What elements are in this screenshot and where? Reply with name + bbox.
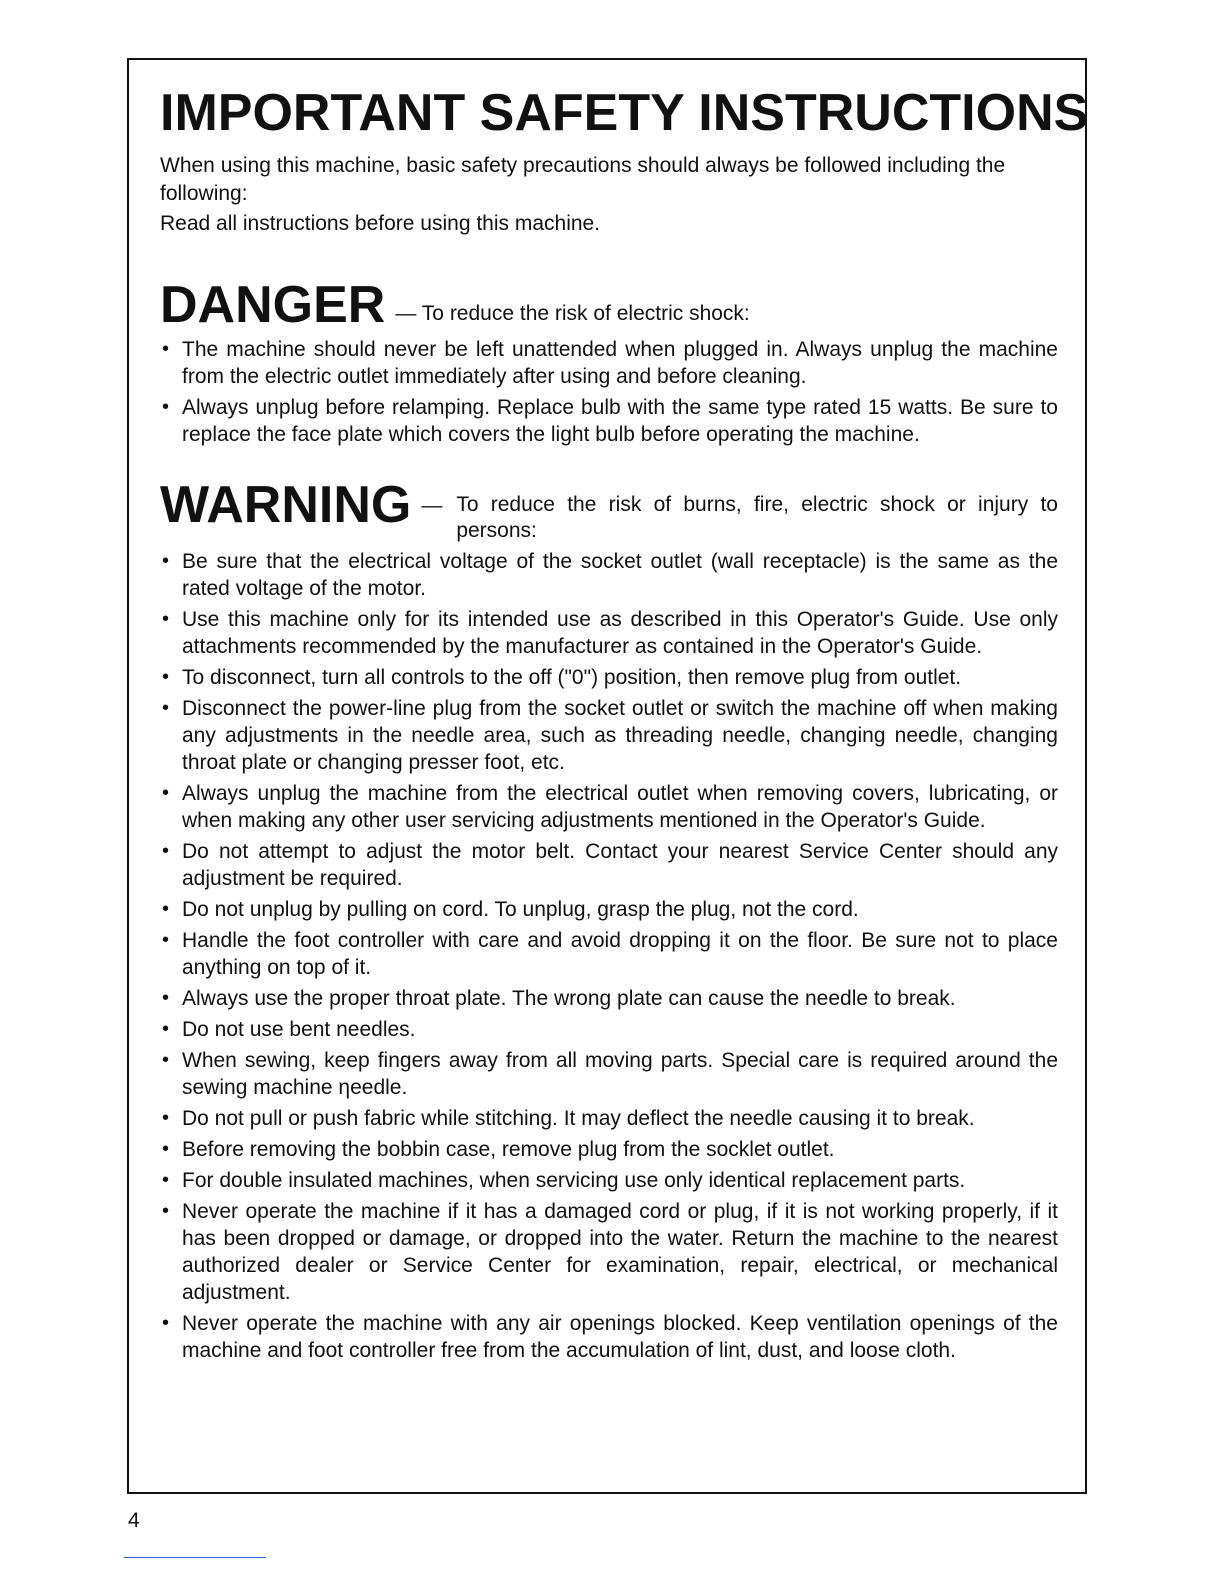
warning-list bbox=[160, 548, 1058, 1364]
list-item: • To disconnect, turn all controls to the off ("0") position, then remove plug from outlet. bbox=[160, 664, 1058, 691]
danger-subtitle: — To reduce the risk of electric shock: bbox=[395, 302, 750, 325]
list-item: • When sewing, keep fingers away from all moving parts. Special care is required around the sewing machine ηeedle. bbox=[160, 1047, 1058, 1101]
list-item: • Be sure that the electrical voltage of the socket outlet (wall receptacle) is the same as the rated voltage of the motor. bbox=[160, 548, 1058, 602]
list-item: • Always unplug the machine from the electrical outlet when removing covers, lubricating, or when making any other user servicing adjustments mentioned in the Operator's Guide. bbox=[160, 780, 1058, 834]
safety-instructions bbox=[160, 80, 1089, 1368]
warning-heading: WARNING bbox=[160, 476, 412, 534]
list-item: • For double insulated machines, when servicing use only identical replacement parts. bbox=[160, 1167, 1058, 1194]
list-item: • Do not use bent needles. bbox=[160, 1016, 1058, 1043]
list-item: • Do not attempt to adjust the motor belt. Contact your nearest Service Center should any adjustment be required. bbox=[160, 838, 1058, 892]
warning-dash: — bbox=[421, 494, 443, 517]
danger-list bbox=[160, 336, 1058, 448]
danger-heading-row bbox=[160, 278, 1058, 332]
list-item: • Do not unplug by pulling on cord. To unplug, grasp the plug, not the cord. bbox=[160, 896, 1058, 923]
intro-text bbox=[160, 152, 1058, 238]
intro-precautions: When using this machine, basic safety precautions should always be followed including the following: bbox=[160, 154, 1006, 205]
danger-heading: DANGER bbox=[160, 276, 386, 334]
bottom-rule bbox=[124, 1557, 266, 1558]
list-item: • Always unplug before relamping. Replace bulb with the same type rated 15 watts. Be sure to replace the face plate which covers the light bulb before operating the machine. bbox=[160, 394, 1058, 448]
warning-heading-row bbox=[160, 478, 1058, 544]
list-item: • Before removing the bobbin case, remove plug from the socklet outlet. bbox=[160, 1136, 1058, 1163]
list-item: • Never operate the machine if it has a damaged cord or plug, if it is not working properly, if it has been dropped or damage, or dropped into the water. Return the machine to the nearest authorized dealer or Service Center for examination, repair, electrical, or mechanical adjustment. bbox=[160, 1198, 1058, 1306]
list-item: • Disconnect the power-line plug from the socket outlet or switch the machine off when making any adjustments in the needle area, such as threading needle, changing needle, changing throat plate or changing presser foot, etc. bbox=[160, 695, 1058, 776]
list-item: • Handle the foot controller with care and avoid dropping it on the floor. Be sure not to place anything on top of it. bbox=[160, 927, 1058, 981]
page-number: 4 bbox=[128, 1509, 140, 1532]
list-item: • Do not pull or push fabric while stitching. It may deflect the needle causing it to break. bbox=[160, 1105, 1058, 1132]
list-item: • Never operate the machine with any air openings blocked. Keep ventilation openings of the machine and foot controller free from the accumulation of lint, dust, and loose cloth. bbox=[160, 1310, 1058, 1364]
list-item: • Always use the proper throat plate. The wrong plate can cause the needle to break. bbox=[160, 985, 1058, 1012]
list-item: • Use this machine only for its intended use as described in this Operator's Guide. Use only attachments recommended by the manufacturer as contained in the Operator's Guide. bbox=[160, 606, 1058, 660]
intro-read-instructions: Read all instructions before using this machine. bbox=[160, 212, 601, 235]
list-item: • The machine should never be left unattended when plugged in. Always unplug the machine from the electric outlet immediately after using and before cleaning. bbox=[160, 336, 1058, 390]
page-title: IMPORTANT SAFETY INSTRUCTIONS bbox=[160, 84, 1089, 142]
warning-subtitle: To reduce the risk of burns, fire, electric shock or injury to persons: bbox=[456, 493, 1058, 542]
